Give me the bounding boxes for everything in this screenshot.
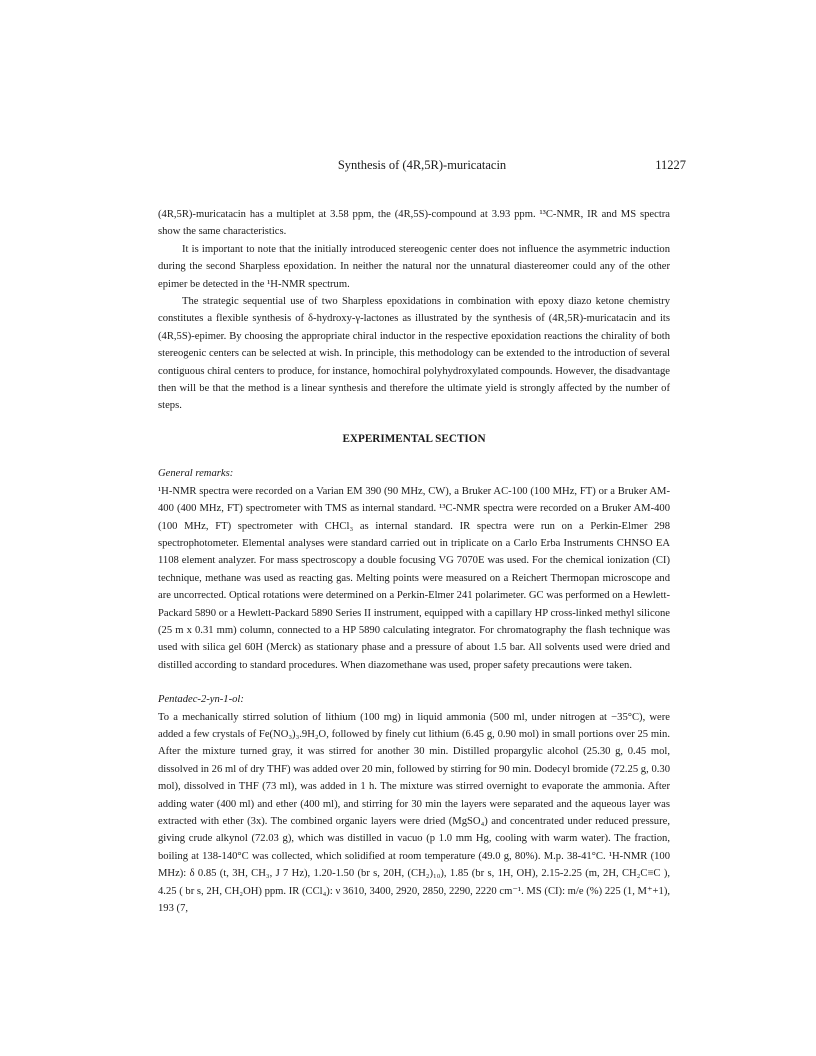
paragraph-conclusion: The strategic sequential use of two Sharpless epoxidations in combination with epoxy diazo ketone chemistry constitutes a flexible synthesis of δ-hydroxy-γ-lactones as illustrated by the synthesis of (4R,5R)-muricatacin and its (4R,5S)-epimer. By choosing the appropriate chiral inductor in the respective epoxidation reactions the chirality of both stereogenic centers can be selected at wish. In principle, this methodology can be extended to the introduction of several contiguous chiral centers to produce, for instance, homochiral polyhydroxylated compounds. However, the disadvantage then will be that the method is a linear synthesis and therefore the ultimate yield is strongly affected by the number of steps.	[158, 296, 670, 412]
paragraph-results: (4R,5R)-muricatacin has a multiplet at 3.58 ppm, the (4R,5S)-compound at 3.93 ppm. ¹³C-NMR, IR and MS spectra show the same characteristics.	[158, 209, 670, 238]
general-remarks-text: ¹H-NMR spectra were recorded on a Varian EM 390 (90 MHz, CW), a Bruker AC-100 (100 MHz, FT) or a Bruker AM-400 (400 MHz, FT) spectrometer with TMS as internal standard. ¹³C-NMR spectra were recorded on a Bruker AM-400 (100 MHz, FT) spectrometer with CHCl₃ as internal standard. IR spectra were run on a Perkin-Elmer 298 spectrophotometer. Elemental analyses were standard carried out in triplicate on a Carlo Erba Instruments CHNSO EA 1108 element analyzer. For mass spectroscopy a double focusing VG 7070E was used. For the chemical ionization (CI) technique, methane was used as reacting gas. Melting points were measured on a Reichert Thermopan microscope and are uncorrected. Optical rotations were determined on a Perkin-Elmer 241 polarimeter. GC was performed on a Hewlett-Packard 5890 or a Hewlett-Packard 5890 Series II instrument, equipped with a capillary HP cross-linked methyl silicone (25 m x 0.31 mm) column, connected to a HP 5890 calculating integrator. For chromatography the flash technique was used with silica gel 60H (Merck) as stationary phase and a pressure of about 1.5 bar. All solvents used were dried and distilled according to standard procedures. When diazomethane was used, proper safety precautions were taken.	[158, 485, 670, 671]
section-gap	[158, 674, 670, 691]
running-title: Synthesis of (4R,5R)-muricatacin	[337, 158, 507, 172]
compound-procedure-text: To a mechanically stirred solution of lithium (100 mg) in liquid ammonia (500 ml, under nitrogen at −35°C), were added a few crystals of Fe(NO₃)₃.9H₂O, followed by finely cut lithium (6.45 g, 0.90 mol) in small portions over 25 min. After the mixture turned gray, it was stirred for another 30 min. Distilled propargylic alcohol (25.30 g, 0.45 mol, dissolved in 26 ml of dry THF) was added over 20 min, followed by stirring for 90 min. Dodecyl bromide (72.25 g, 0.30 mol), dissolved in THF (73 ml), was added in 1 h. The mixture was stirred overnight to evaporate the ammonia. After adding water (400 ml) and ether (400 ml), and stirring for 30 min the layers were separated and the aqueous layer was extracted with ether (3x). The combined organic layers were dried (MgSO₄) and concentrated under reduced pressure, giving crude alkynol (72.03 g), which was distilled in vacuo (p 1.0 mm Hg, cooling with warm water). The fraction, boiling at 138-140°C was collected, which solidified at room temperature (49.0 g, 80%). M.p. 38-41°C. ¹H-NMR (100 MHz): δ 0.85 (t, 3H, CH₃, J 7 Hz), 1.20-1.50 (br s, 20H, (CH₂)₁₀), 1.85 (br s, 1H, OH), 2.15-2.25 (m, 2H, CH₂C≡C ), 4.25 ( br s, 2H, CH₂OH) ppm. IR (CCl₄): ν 3610, 3400, 2920, 2850, 2290, 2220 cm⁻¹. MS (CI): m/e (%) 225 (1, M⁺+1), 193 (7,	[158, 711, 670, 915]
general-remarks-title: General remarks:	[158, 468, 234, 480]
body-text	[158, 206, 670, 917]
paragraph-stereocenter: It is important to note that the initially introduced stereogenic center does not influence the asymmetric induction during the second Sharpless epoxidation. In neither the natural nor the unnatural diastereomer could any of the other epimer be detected in the ¹H-NMR spectrum.	[158, 243, 670, 290]
page-header	[158, 158, 686, 176]
experimental-heading: EXPERIMENTAL SECTION	[342, 432, 486, 445]
compound-title: Pentadec-2-yn-1-ol:	[158, 694, 244, 706]
page-number: 11227	[655, 158, 686, 172]
